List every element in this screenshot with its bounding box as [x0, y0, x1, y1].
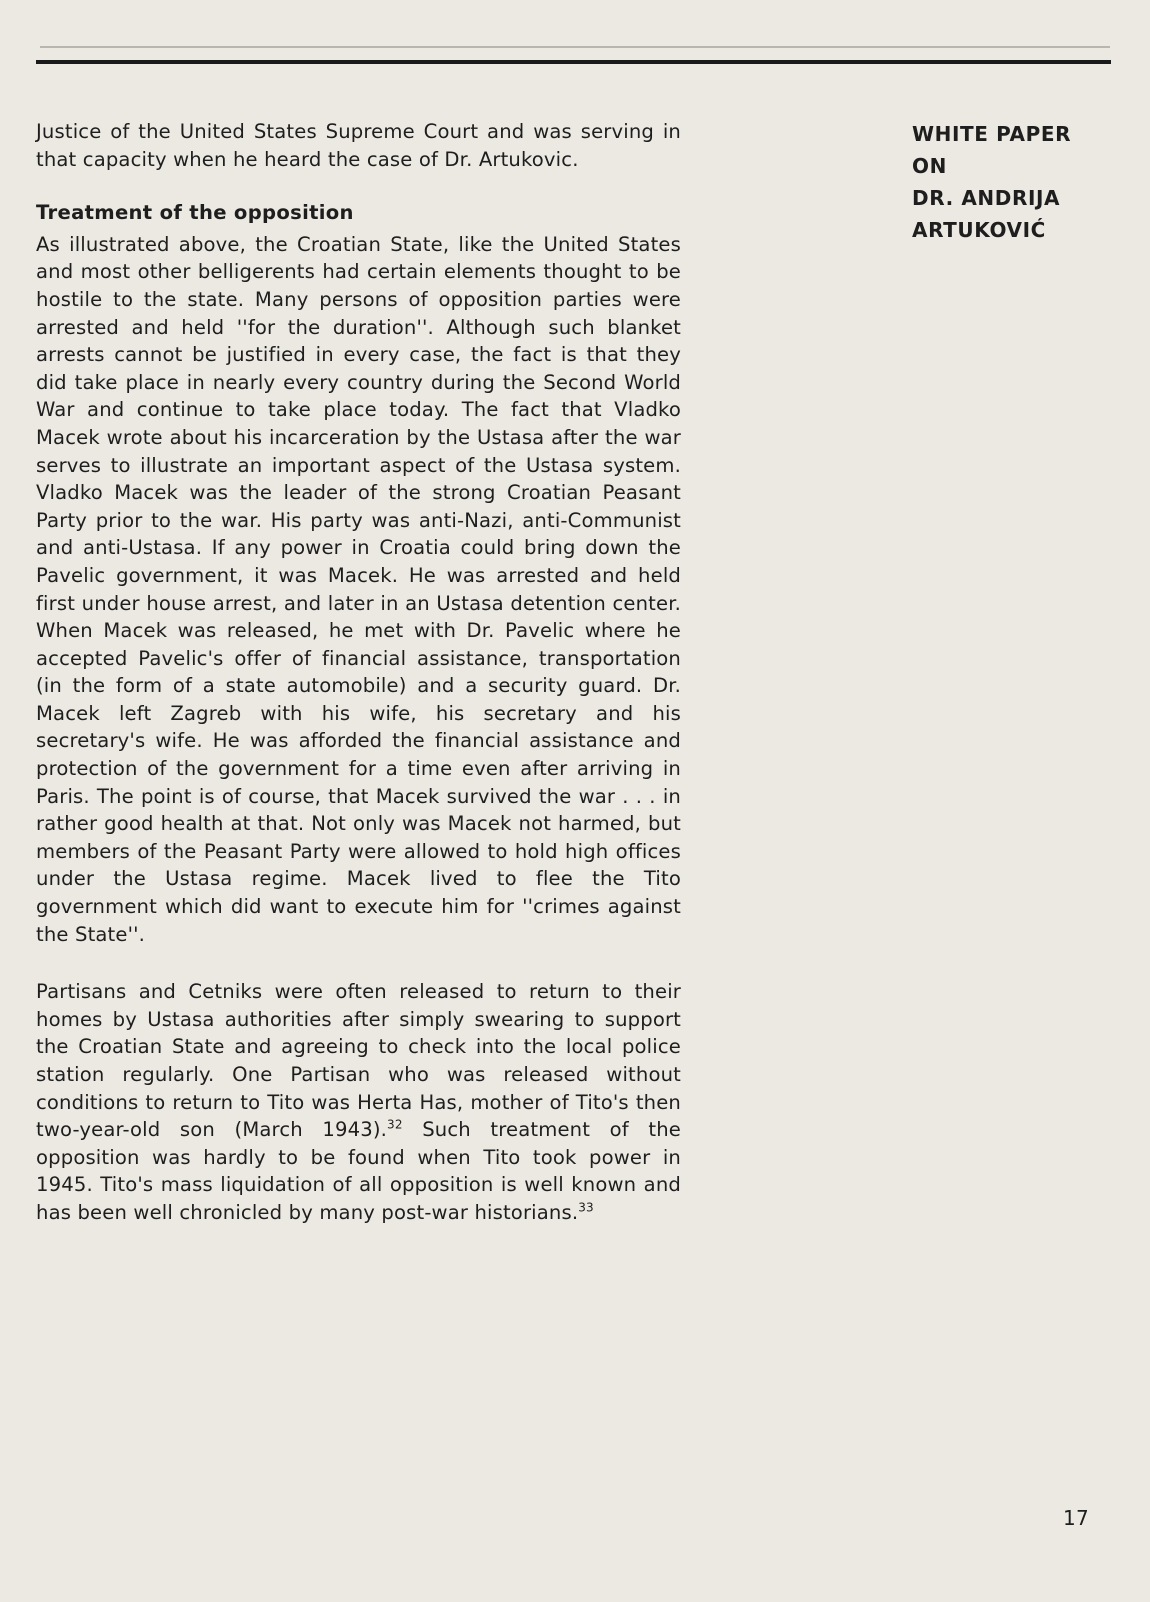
body-text-column — [36, 118, 681, 1227]
paragraph-partisans-text-2: Such treatment of the opposition was hardly to be found when Tito took power in 1945. Tito's mass liquidation of all opposition is well known and has been well chronicled by many post-war historians. — [36, 1118, 681, 1224]
top-rule — [36, 60, 1111, 64]
paragraph-continuation: Justice of the United States Supreme Court and was serving in that capacity when he heard the case of Dr. Artukovic. — [36, 120, 681, 171]
running-title — [912, 118, 1112, 246]
running-title-line-1: WHITE PAPER — [912, 122, 1072, 146]
paragraph-opposition: As illustrated above, the Croatian State, like the United States and most other belligerents had certain elements thought to be hostile to the state. Many persons of opposition parties were arrested and held ''for the duration''. Although such blanket arrests cannot be justified in every case, the fact is that they did take place in nearly every country during the Second World War and continue to take place today. The fact that Vladko Macek wrote about his incarceration by the Ustasa after the war serves to illustrate an important aspect of the Ustasa system. Vladko Macek was the leader of the strong Croatian Peasant Party prior to the war. His party was anti-Nazi, anti-Communist and anti-Ustasa. If any power in Croatia could bring down the Pavelic government, it was Macek. He was arrested and held first under house arrest, and later in an Ustasa detention center. When Macek was released, he met with Dr. Pavelic where he accepted Pavelic's offer of financial assistance, transportation (in the form of a state automobile) and a security guard. Dr. Macek left Zagreb with his wife, his secretary and his secretary's wife. He was afforded the financial assistance and protection of the government for a time even after arriving in Paris. The point is of course, that Macek survived the war . . . in rather good health at that. Not only was Macek not harmed, but members of the Peasant Party were allowed to hold high offices under the Ustasa regime. Macek lived to flee the Tito government which did want to execute him for ''crimes against the State''. — [36, 232, 681, 946]
running-title-line-3: DR. ANDRIJA — [912, 186, 1061, 210]
footnote-ref-32: 32 — [387, 1117, 403, 1132]
section-heading: Treatment of the opposition — [36, 201, 354, 225]
paragraph-partisans-text-1: Partisans and Cetniks were often released to return to their homes by Ustasa authorities after simply swearing to support the Croatian State and agreeing to check into the local police station regularly. One Partisan who was released without conditions to return to Tito was Herta Has, mother of Tito's then two-year-old son (March 1943). — [36, 980, 681, 1142]
page-number: 17 — [1063, 1506, 1090, 1530]
footnote-ref-33: 33 — [578, 1200, 594, 1215]
running-title-line-4: ARTUKOVIĆ — [912, 218, 1046, 242]
paragraph-partisans — [36, 978, 681, 1226]
running-title-line-2: ON — [912, 154, 947, 178]
top-rule-shadow — [40, 46, 1110, 48]
